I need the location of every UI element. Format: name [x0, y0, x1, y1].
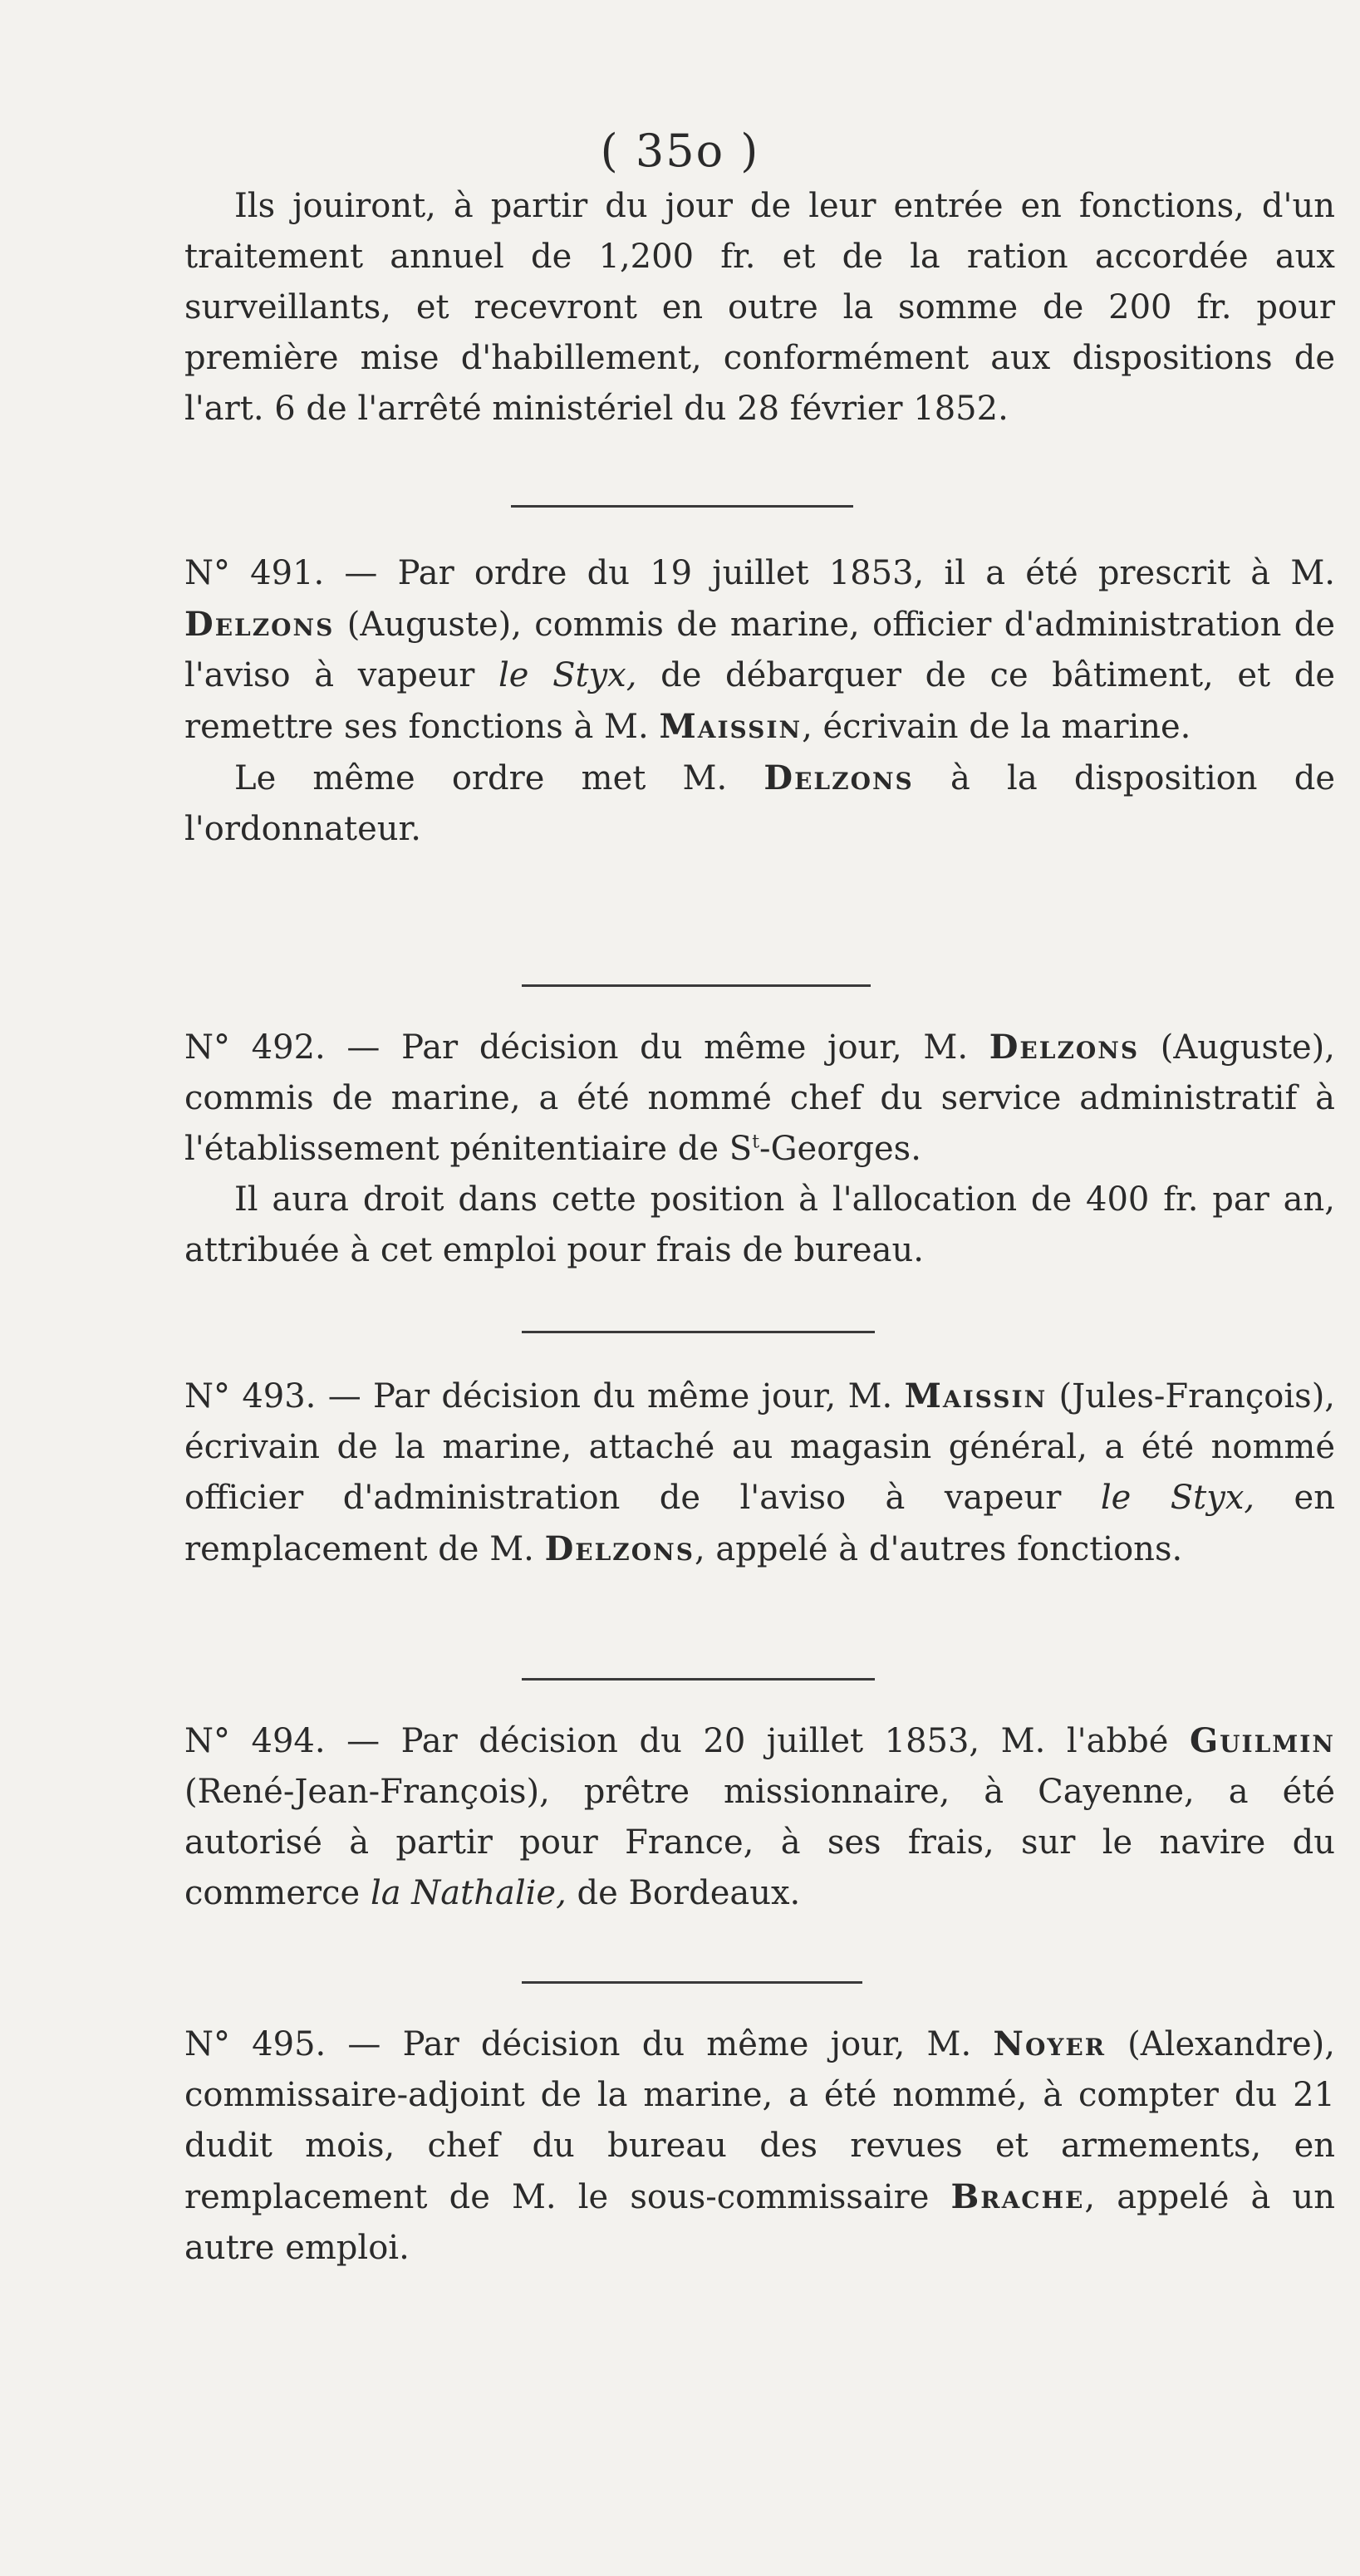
entry-text: à la disposition de l'ordonnateur. [184, 759, 1335, 848]
entry-text: Le même ordre met M. [234, 759, 764, 797]
entry-text: (René-Jean-François), prêtre missionnaire, à Cayenne, a été autorisé à partir pour France, à ses frais, sur le navire du commerce [184, 1773, 1335, 1912]
separator-rule [511, 505, 853, 508]
entry-491 [184, 548, 1335, 855]
person-name: Brache [950, 2177, 1085, 2216]
person-name: Guilmin [1189, 1721, 1335, 1760]
person-name: Delzons [184, 605, 335, 644]
entry-number: N° 495. [184, 2025, 326, 2063]
entry-495-paragraph [184, 2019, 1335, 2274]
entry-text: , appelé à d'autres fonctions. [694, 1530, 1183, 1568]
separator-rule [522, 1331, 875, 1333]
entry-text: de débarquer de ce bâtiment, et de remettre ses fonctions à M. [184, 656, 1336, 746]
entry-text: (Alexandre), commissaire-adjoint de la marine, a été nommé, à compter du 21 dudit mois, chef du bureau des revues et armements, en remplacement de M. le sous-commissaire [184, 2025, 1335, 2216]
entry-number: N° 494. [184, 1722, 326, 1760]
entry-text: — Par décision du même jour, M. [316, 1377, 905, 1416]
entry-493 [184, 1371, 1335, 1575]
entry-491-paragraph [184, 548, 1335, 753]
separator-rule [522, 1678, 875, 1681]
entry-text: (Jules-François), écrivain de la marine, attaché au magasin général, a été nommé officier d'administration de l'aviso à vapeur [184, 1377, 1336, 1517]
page-number: ( 35o ) [600, 125, 760, 177]
entry-text: de Bordeaux. [566, 1874, 801, 1912]
entry-492-paragraph-2: Il aura droit dans cette position à l'allocation de 400 fr. par an, attribuée à cet emploi pour frais de bureau. [184, 1180, 1335, 1269]
ship-name: la Nathalie, [370, 1874, 567, 1912]
entry-number: N° 491. [184, 554, 325, 592]
ship-name: le Styx, [1100, 1479, 1255, 1517]
entry-491-paragraph-2 [184, 753, 1335, 855]
entry-number: N° 493. [184, 1377, 317, 1416]
person-name: Delzons [763, 758, 914, 797]
separator-rule [522, 984, 871, 987]
entry-text: — Par décision du 20 juillet 1853, M. l'abbé [325, 1722, 1190, 1760]
entry-text: (Auguste), commis de marine, officier d'administration de l'aviso à vapeur [184, 606, 1335, 694]
entry-text: (Auguste), commis de marine, a été nommé chef du service administratif à l'établissement pénitentiaire de S [184, 1028, 1335, 1168]
separator-rule [522, 1981, 862, 1984]
person-name: Delzons [989, 1028, 1140, 1067]
entry-494 [184, 1715, 1335, 1919]
entry-494-paragraph [184, 1715, 1335, 1919]
entry-492 [184, 1022, 1335, 1276]
entry-text: , écrivain de la marine. [802, 708, 1191, 746]
entry-text: — Par ordre du 19 juillet 1853, il a été prescrit à M. [324, 554, 1336, 592]
person-name: Delzons [544, 1529, 695, 1568]
entry-492-paragraph [184, 1022, 1335, 1175]
superscript: t [752, 1131, 760, 1153]
person-name: Noyer [993, 2024, 1106, 2063]
entry-number: N° 492. [184, 1028, 326, 1067]
person-name: Maissin [904, 1376, 1048, 1416]
entry-495 [184, 2019, 1335, 2274]
paragraph-continuation [184, 181, 1335, 434]
entry-text: -Georges. [759, 1130, 921, 1168]
entry-493-paragraph [184, 1371, 1335, 1575]
entry-text: — Par décision du même jour, M. [326, 2025, 994, 2063]
ship-name: le Styx, [498, 656, 637, 694]
entry-text: , appelé à un autre emploi. [184, 2178, 1335, 2267]
entry-text: en remplacement de M. [184, 1479, 1335, 1568]
entry-text: — Par décision du même jour, M. [325, 1028, 989, 1067]
paragraph-text: Ils jouiront, à partir du jour de leur entrée en fonctions, d'un traitement annuel de 1,200 fr. et de la ration accordée aux surveillants, et recevront en outre la somme de 200 fr. pour première mise d'habillement, conformément aux dispositions de l'art. 6 de l'arrêté ministériel du 28 février 1852. [184, 187, 1335, 428]
person-name: Maissin [659, 707, 803, 746]
